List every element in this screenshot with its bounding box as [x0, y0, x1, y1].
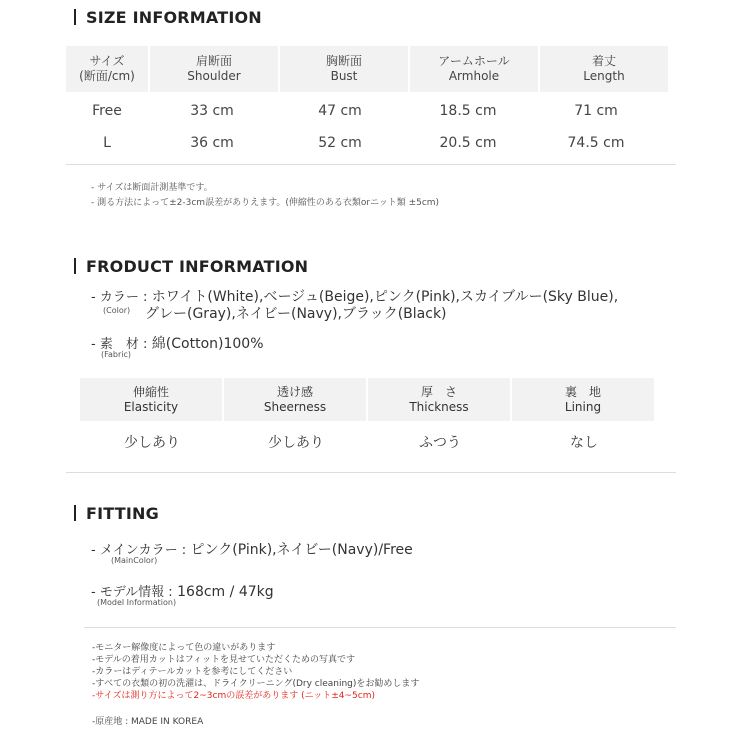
divider [66, 164, 676, 165]
model-value: 168cm / 47kg [177, 584, 274, 600]
note-line: -カラーはディテールカットを参考にしてください [92, 667, 293, 677]
header-en: Sheerness [263, 399, 327, 414]
table-cell: 少しあり [124, 435, 180, 451]
table-cell: 33 cm [190, 103, 234, 119]
size-table [66, 46, 676, 159]
header-en: Armhole [448, 69, 500, 83]
fabric-sublabel: (Fabric) [101, 350, 131, 359]
table-row [66, 95, 676, 127]
header-jp: 肩断面 [195, 54, 232, 68]
header-en: (断面/cm) [79, 69, 135, 83]
table-cell: 少しあり [268, 435, 324, 451]
header-jp: 透け感 [276, 384, 313, 399]
color-values-2: グレー(Gray),ネイビー(Navy),ブラック(Black) [145, 306, 447, 322]
header-elasticity [80, 378, 222, 421]
table-cell: 52 cm [318, 135, 362, 151]
main-color-value: ピンク(Pink),ネイビー(Navy)/Free [190, 542, 413, 558]
title-bar [74, 505, 76, 521]
header-en: Elasticity [123, 399, 179, 414]
table-cell: 47 cm [318, 103, 362, 119]
header-en: Bust [330, 69, 358, 83]
size-table-header [66, 46, 676, 92]
size-warning: -サイズは測り方によって2~3cmの誤差があります (ニット±4~5cm) [92, 691, 376, 701]
table-row [80, 423, 656, 461]
table-cell: 18.5 cm [439, 103, 497, 119]
product-section-title [74, 257, 308, 276]
header-shoulder [150, 46, 278, 92]
title-bar [74, 258, 76, 274]
header-jp: アームホール [438, 54, 510, 68]
fitting-section-title [74, 504, 159, 523]
table-cell: なし [570, 435, 598, 451]
header-en: Length [583, 69, 625, 83]
color-sublabel: (Color) [103, 306, 131, 315]
table-cell: 71 cm [574, 103, 618, 119]
table-cell: 20.5 cm [439, 135, 497, 151]
title-bar [74, 9, 76, 25]
divider [84, 627, 676, 628]
header-en: Thickness [409, 399, 469, 414]
header-thickness [368, 378, 510, 421]
table-row [66, 127, 676, 159]
attribute-table [80, 378, 656, 461]
header-jp: 伸縮性 [132, 384, 169, 399]
header-sheerness [224, 378, 366, 421]
header-en: Shoulder [187, 69, 241, 83]
table-cell: 36 cm [190, 135, 234, 151]
table-cell: 74.5 cm [567, 135, 625, 151]
note-line: - 測る方法によって±2-3cm誤差がありえます。(伸縮性のある衣類orニット類 ±5cm) [91, 198, 440, 208]
header-bust [280, 46, 408, 92]
note-line: -モニター解像度によって色の違いがあります [92, 643, 276, 653]
header-jp: 着丈 [591, 54, 616, 68]
header-armhole [410, 46, 538, 92]
fitting-title-text: FITTING [86, 504, 159, 523]
note-line: -すべての衣類の初の洗濯は、ドライクリーニング(Dry cleaning)をお勧めします [92, 679, 420, 689]
fabric-label: - 素 材 : [91, 337, 148, 352]
main-color-label: - メインカラー : [91, 543, 187, 558]
size-notes [91, 181, 439, 211]
size-section-title [74, 8, 262, 27]
header-en: Lining [564, 399, 602, 414]
header-jp: サイズ [89, 54, 125, 68]
color-values: ホワイト(White),ベージュ(Beige),ピンク(Pink),スカイブルー(Sky Blue), [151, 289, 619, 305]
color-label: - カラー : [91, 290, 148, 305]
size-title-text: SIZE INFORMATION [86, 8, 262, 27]
header-jp: 裏 地 [564, 384, 601, 399]
note-line: -モデルの着用カットはフィットを見せていただくための写真です [92, 655, 355, 665]
header-length [540, 46, 668, 92]
table-cell: L [103, 135, 111, 151]
attribute-header [80, 378, 656, 421]
footer-notes [92, 642, 419, 728]
header-jp: 胸断面 [325, 54, 362, 68]
header-size [66, 46, 148, 92]
model-sublabel: (Model Information) [97, 598, 177, 607]
origin-line: -原産地 : MADE IN KOREA [92, 717, 204, 727]
table-cell: ふつう [419, 435, 461, 451]
main-color-sublabel: (MainColor) [111, 556, 158, 565]
fabric-value: 綿(Cotton)100% [151, 336, 264, 352]
divider [66, 472, 676, 473]
table-cell: Free [92, 103, 122, 119]
note-line: - サイズは断面計測基準です。 [91, 183, 213, 193]
header-lining [512, 378, 654, 421]
model-label: - モデル情報 : [91, 585, 173, 600]
header-jp: 厚 さ [420, 384, 457, 399]
product-title-text: FRODUCT INFORMATION [86, 257, 309, 276]
